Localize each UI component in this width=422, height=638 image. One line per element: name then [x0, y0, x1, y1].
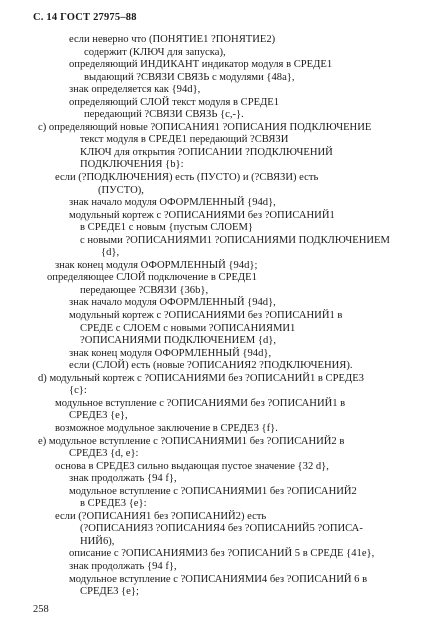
text-line: содержит (КЛЮЧ для запуска), — [84, 46, 226, 58]
page-header: С. 14 ГОСТ 27975–88 — [33, 12, 137, 23]
text-line: СРЕДЕ3 {e}; — [80, 586, 139, 598]
text-line: СРЕДЕ3 {e}, — [69, 410, 128, 422]
text-line: знак конец модуля ОФОРМЛЕННЫЙ {94d}; — [55, 259, 258, 271]
text-line: знак начало модуля ОФОРМЛЕННЫЙ {94d}, — [69, 197, 276, 209]
text-line: c) определяющий новые ?ОПИСАНИЯ1 ?ОПИСАНИЯ ПОДКЛЮЧЕНИЕ — [38, 121, 372, 133]
text-line: возможное модульное заключение в СРЕДЕ3 {f}. — [55, 422, 278, 434]
text-line: СРЕДЕ с СЛОЕМ с новыми ?ОПИСАНИЯМИ1 — [80, 322, 296, 334]
text-line: модульное вступление с ?ОПИСАНИЯМИ без ?ОПИСАНИЙ1 в — [55, 397, 346, 409]
text-line: знак конец модуля ОФОРМЛЕННЫЙ {94d}, — [69, 347, 272, 359]
text-line: {d}, — [101, 247, 120, 259]
text-line: e) модульное вступление с ?ОПИСАНИЯМИ1 без ?ОПИСАНИЙ2 в — [38, 435, 345, 447]
text-line: СРЕДЕ3 {d, e}: — [69, 448, 139, 460]
text-line: выдающий ?СВЯЗИ СВЯЗЬ с модулями {48a}, — [84, 71, 295, 83]
text-line: модульный кортеж с ?ОПИСАНИЯМИ без ?ОПИСАНИЙ1 в — [69, 310, 343, 322]
text-line: текст модуля в СРЕДЕ1 передающий ?СВЯЗИ — [80, 134, 289, 146]
text-line: модульное вступление с ?ОПИСАНИЯМИ1 без ?ОПИСАНИЙ2 — [69, 485, 357, 497]
text-line: передающий ?СВЯЗИ СВЯЗЬ {с,-}. — [84, 109, 244, 121]
text-line: знак продолжать {94 f}, — [69, 473, 177, 485]
text-line: знак определяется как {94d}, — [69, 84, 201, 96]
document-body — [33, 34, 405, 599]
text-line: знак начало модуля ОФОРМЛЕННЫЙ {94d}, — [69, 297, 276, 309]
text-line: модульное вступление с ?ОПИСАНИЯМИ4 без ?ОПИСАНИЙ 6 в — [69, 573, 368, 585]
text-line: определяющее СЛОЙ подключение в СРЕДЕ1 — [47, 272, 257, 284]
text-line: (ПУСТО), — [98, 184, 144, 196]
text-line: d) модульный кортеж с ?ОПИСАНИЯМИ без ?ОПИСАНИЙ1 в СРЕДЕ3 — [38, 372, 364, 384]
text-line: определяющий ИНДИКАНТ индикатор модуля в СРЕДЕ1 — [69, 59, 333, 71]
text-line: передающее ?СВЯЗИ {36b}, — [80, 284, 209, 296]
text-line: если неверно что (ПОНЯТИЕ1 ?ПОНЯТИЕ2) — [69, 34, 276, 45]
text-line: (?ОПИСАНИЯ3 ?ОПИСАНИЯ4 без ?ОПИСАНИЙ5 ?ОПИСА- — [80, 523, 363, 535]
text-line: ?ОПИСАНИЯМИ ПОДКЛЮЧЕНИЕМ {d}, — [80, 335, 276, 347]
text-line: знак продолжать {94 f}, — [69, 560, 177, 572]
text-line: КЛЮЧ для открытия ?ОПИСАНИИ ?ПОДКЛЮЧЕНИЙ — [80, 146, 333, 158]
text-line: если (?ОПИСАНИЯ1 без ?ОПИСАНИЙ2) есть — [55, 510, 267, 522]
text-line: модульный кортеж с ?ОПИСАНИЯМИ без ?ОПИСАНИЙ1 — [69, 209, 335, 221]
text-line: если (?ПОДКЛЮЧЕНИЯ) есть (ПУСТО) и (?СВЯЗИ) есть — [55, 172, 319, 184]
page-number: 258 — [33, 604, 49, 615]
text-line: если (СЛОЙ) есть (новые ?ОПИСАНИЯ2 ?ПОДКЛЮЧЕНИЯ). — [69, 360, 353, 372]
text-line: в СРЕДЕ1 с новым {пустым СЛОЕМ} — [80, 222, 253, 234]
text-line: {c}: — [69, 385, 87, 397]
text-line: определяющий СЛОЙ текст модуля в СРЕДЕ1 — [69, 96, 280, 108]
text-line: описание с ?ОПИСАНИЯМИ3 без ?ОПИСАНИЙ 5 в СРЕДЕ {41e}, — [69, 548, 375, 560]
text-line: ПОДКЛЮЧЕНИЯ {b}: — [80, 159, 184, 171]
text-line: НИЙ6), — [80, 535, 115, 547]
text-line: с новыми ?ОПИСАНИЯМИ1 ?ОПИСАНИЯМИ ПОДКЛЮЧЕНИЕМ — [80, 234, 390, 246]
text-line: в СРЕДЕ3 {e}: — [80, 498, 147, 510]
text-line: основа в СРЕДЕ3 сильно выдающая пустое значение {32 d}, — [55, 460, 329, 472]
